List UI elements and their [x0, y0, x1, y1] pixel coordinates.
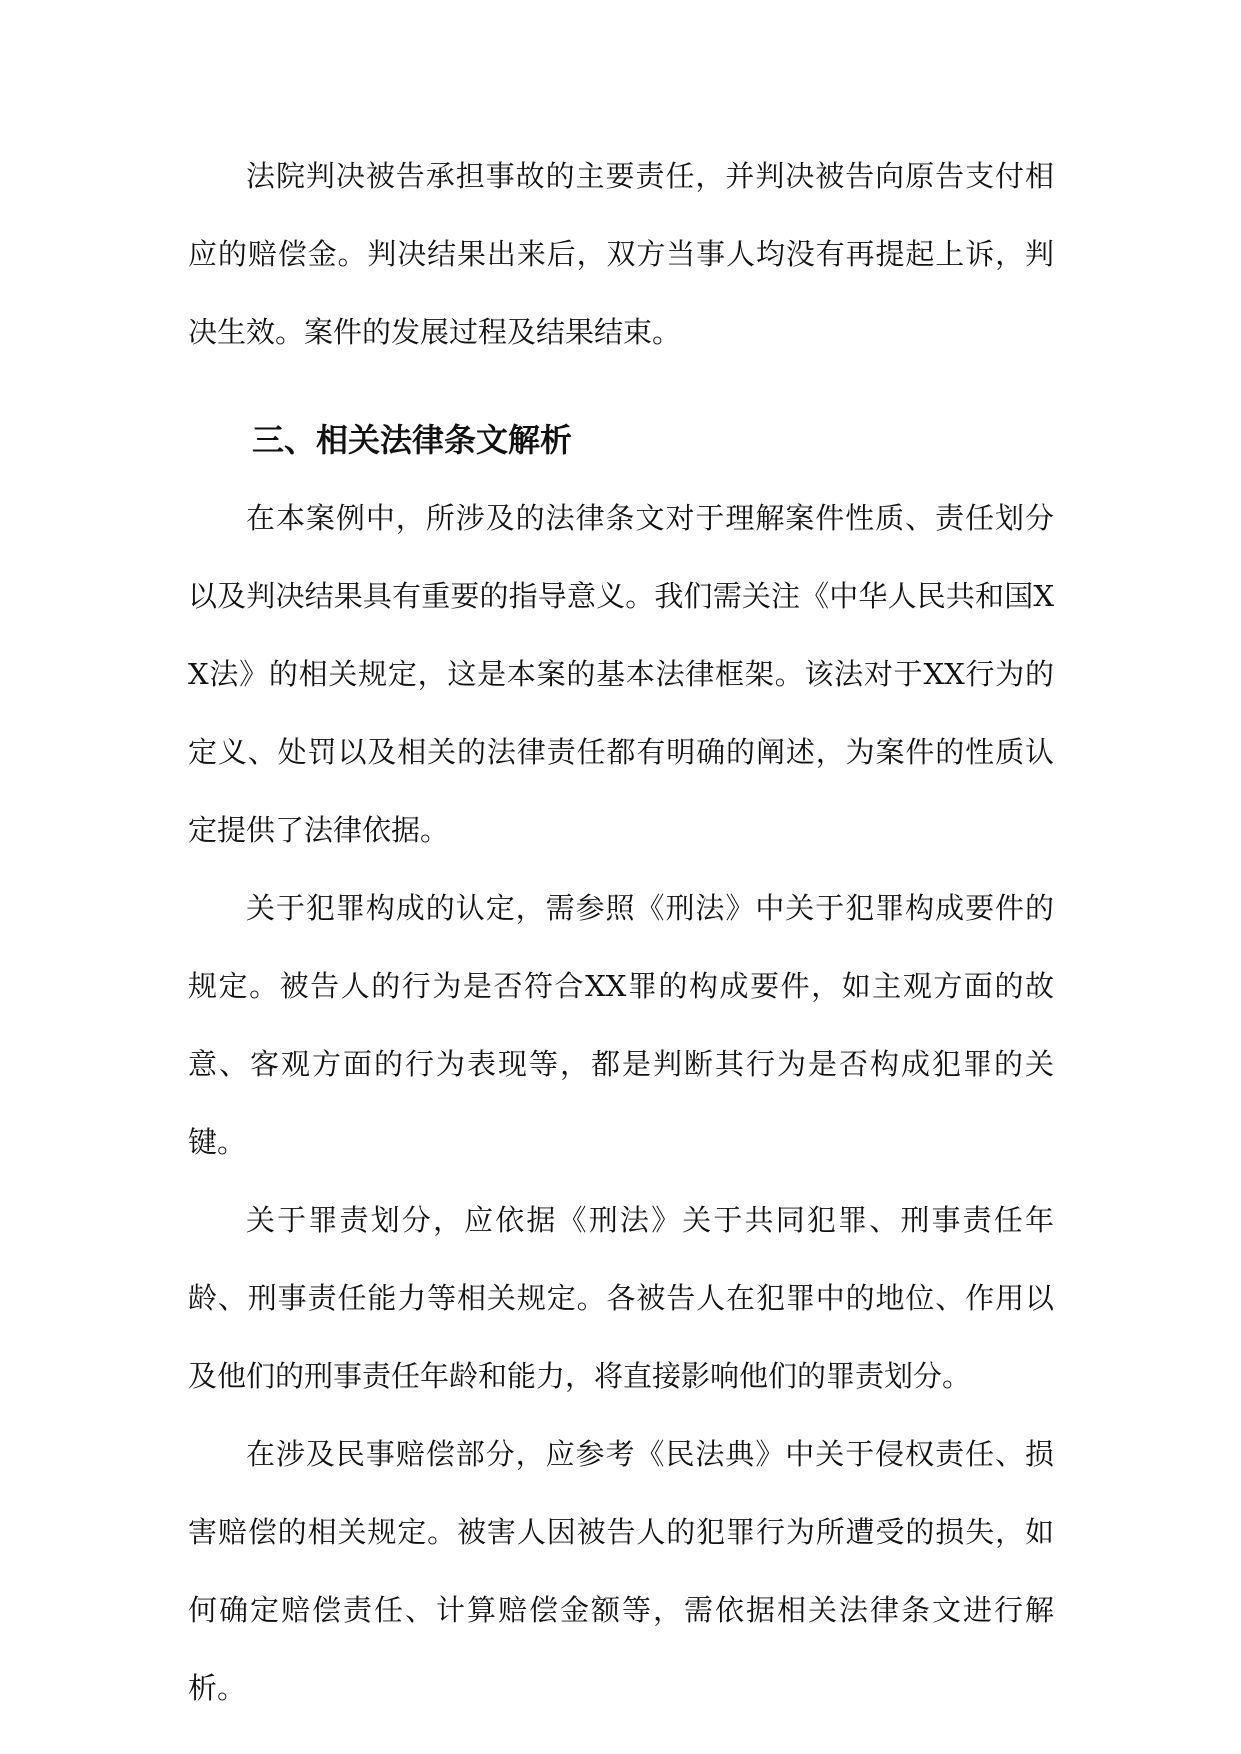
spacer — [188, 371, 1054, 401]
paragraph-crime-constitution: 关于犯罪构成的认定，需参照《刑法》中关于犯罪构成要件的规定。被告人的行为是否符合XX罪的构成要件，如主观方面的故意、客观方面的行为表现等，都是判断其行为是否构成犯罪的关键。 — [188, 891, 1054, 1159]
paragraph-legal-framework: 在本案例中，所涉及的法律条文对于理解案件性质、责任划分以及判决结果具有重要的指导意义。我们需关注《中华人民共和国XX法》的相关规定，这是本案的基本法律框架。该法对于XX行为的定义、处罚以及相关的法律责任都有明确的阐述，为案件的性质认定提供了法律依据。 — [188, 501, 1054, 847]
paragraph-civil-compensation: 在涉及民事赔偿部分，应参考《民法典》中关于侵权责任、损害赔偿的相关规定。被害人因被告人的犯罪行为所遭受的损失，如何确定赔偿责任、计算赔偿金额等，需依据相关法律条文进行解析。 — [188, 1437, 1054, 1705]
paragraph-liability-division: 关于罪责划分，应依据《刑法》关于共同犯罪、刑事责任年龄、刑事责任能力等相关规定。各被告人在犯罪中的地位、作用以及他们的刑事责任年龄和能力，将直接影响他们的罪责划分。 — [188, 1203, 1054, 1393]
paragraph-judgment-outcome: 法院判决被告承担事故的主要责任，并判决被告向原告支付相应的赔偿金。判决结果出来后，双方当事人均没有再提起上诉，判决生效。案件的发展过程及结果结束。 — [188, 159, 1054, 349]
section-heading: 三、相关法律条文解析 — [252, 421, 573, 459]
document-body — [188, 137, 1054, 1727]
